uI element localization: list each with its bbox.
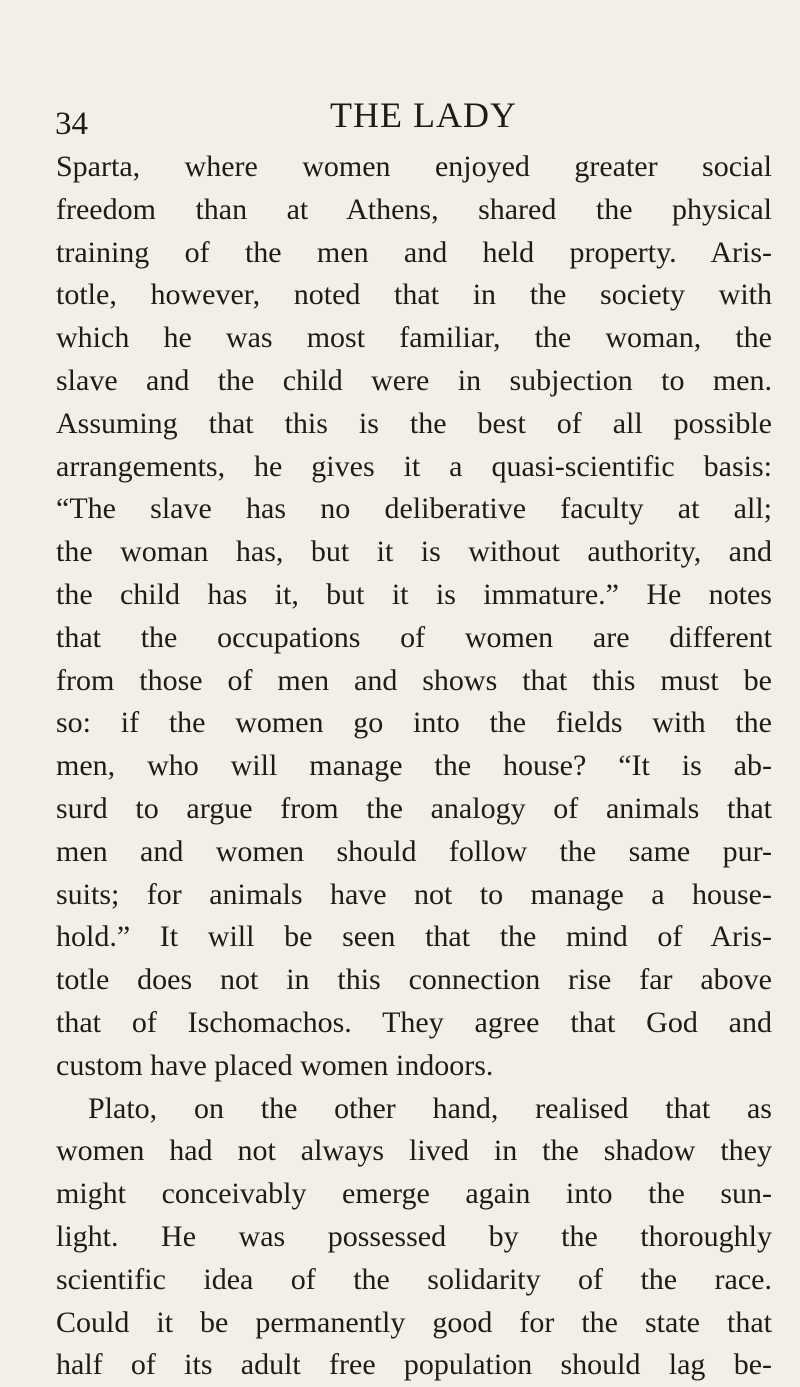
text-line: suits; for animals have not to manage a house- [56, 877, 772, 911]
text-line: scientific idea of the solidarity of the race. [56, 1262, 772, 1296]
body-text [56, 146, 772, 1387]
text-line: that of Ischomachos. They agree that God and [56, 1005, 772, 1039]
text-line: hold.” It will be seen that the mind of Aris- [56, 920, 772, 954]
text-line: Assuming that this is the best of all possible [56, 406, 772, 440]
text-line: arrangements, he gives it a quasi-scientific basis: [56, 449, 772, 483]
text-line: so: if the women go into the fields with the [56, 706, 772, 740]
text-line: half of its adult free population should lag be- [56, 1348, 772, 1382]
text-line: totle, however, noted that in the society with [56, 278, 772, 312]
text-line: might conceivably emerge again into the sun- [56, 1177, 772, 1211]
text-line: training of the men and held property. Aris- [56, 235, 772, 269]
text-line: freedom than at Athens, shared the physical [56, 192, 772, 226]
paragraph-end-line: custom have placed women indoors. [56, 1048, 494, 1082]
text-line: Could it be permanently good for the state that [56, 1305, 772, 1339]
text-line: the child has it, but it is immature.” He notes [56, 577, 772, 611]
text-line: men and women should follow the same pur- [56, 834, 772, 868]
text-line: from those of men and shows that this must be [56, 663, 772, 697]
text-line: light. He was possessed by the thoroughly [56, 1219, 772, 1253]
text-line: the woman has, but it is without authority, and [56, 535, 772, 569]
text-line: surd to argue from the analogy of animals that [56, 791, 772, 825]
page-number: 34 [55, 106, 88, 142]
text-line: Sparta, where women enjoyed greater social [56, 150, 772, 183]
text-line: men, who will manage the house? “It is ab- [56, 749, 772, 783]
text-line: that the occupations of women are different [56, 620, 772, 654]
paragraph-start-line: Plato, on the other hand, realised that as [88, 1091, 772, 1125]
text-line: which he was most familiar, the woman, the [56, 321, 772, 355]
text-line: women had not always lived in the shadow they [56, 1134, 772, 1168]
running-title: THE LADY [330, 95, 517, 135]
text-line: “The slave has no deliberative faculty at all; [56, 492, 772, 526]
text-line: totle does not in this connection rise far above [56, 963, 772, 997]
text-line: slave and the child were in subjection to men. [56, 363, 772, 397]
